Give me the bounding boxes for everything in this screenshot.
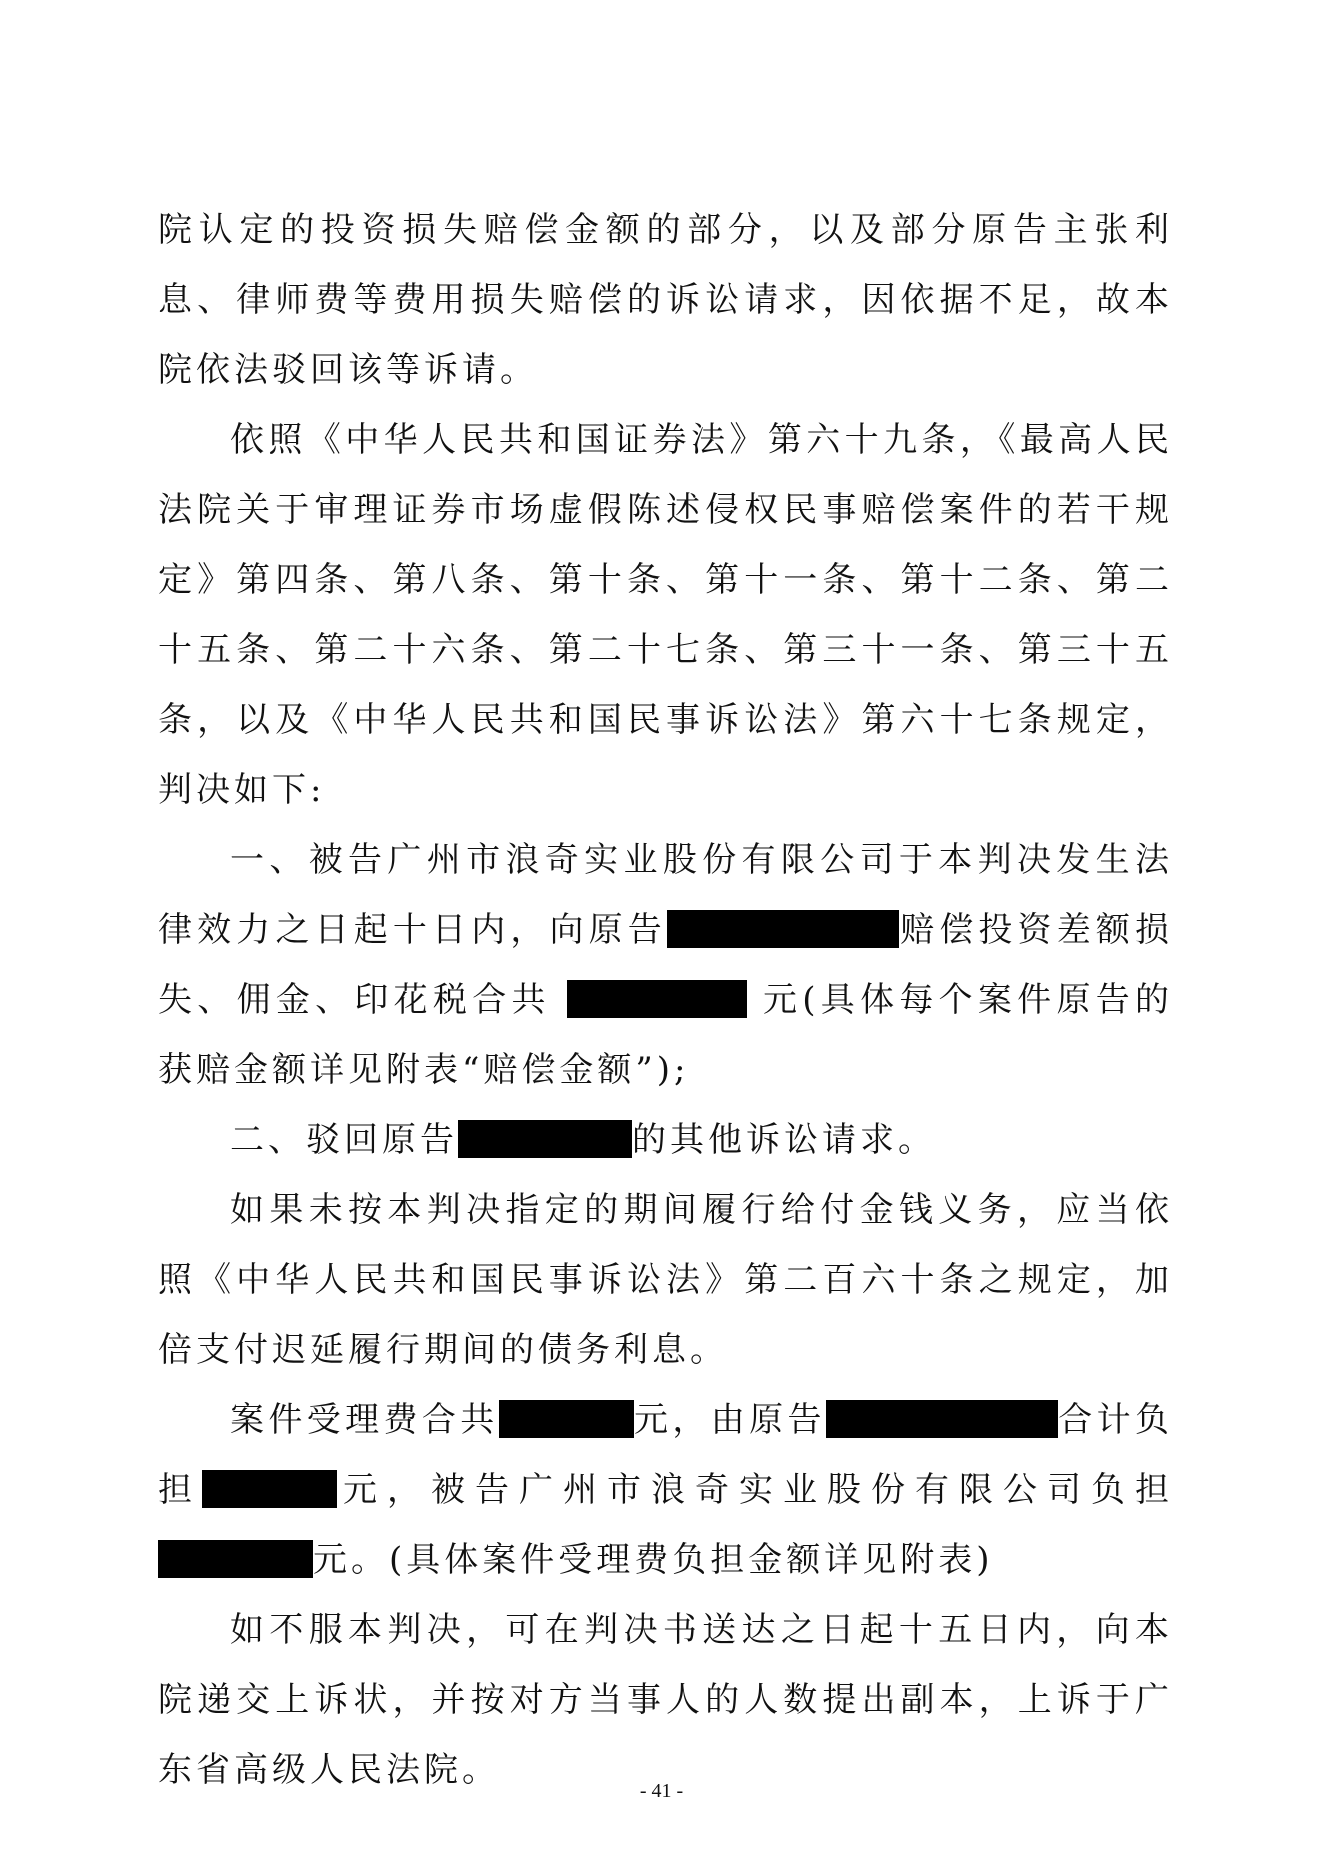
redaction-block	[158, 1540, 313, 1578]
judgment-2-text-b: 的其他诉讼请求。	[632, 1120, 936, 1160]
page-number: - 41 -	[639, 1780, 684, 1802]
paragraph-case-fee	[158, 1385, 1173, 1595]
judgment-1-text-c: 元(具体每个案件原告的获赔金额详见附表“赔偿金额”);	[158, 980, 1174, 1090]
paragraph-appeal: 如不服本判决，可在判决书送达之日起十五日内，向本院递交上诉状，并按对方当事人的人数提出副本，上诉于广东省高级人民法院。	[158, 1610, 1173, 1790]
redaction-block	[499, 1400, 634, 1438]
judgment-1-text-a: 一、被告广州市浪奇实业股份有限公司于本判决发生法律效力之日起十日内，向原告	[158, 840, 1173, 950]
fee-text-e: 元。(具体案件受理费负担金额详见附表)	[313, 1540, 994, 1580]
paragraph-legal-basis: 依照《中华人民共和国证券法》第六十九条，《最高人民法院关于审理证券市场虚假陈述侵权民事赔偿案件的若干规定》第四条、第八条、第十条、第十一条、第十二条、第二十五条、第二十六条、第二十七条、第三十一条、第三十五条，以及《中华人民共和国民事诉讼法》第六十七条规定，判决如下:	[158, 420, 1173, 810]
fee-text-a: 案件受理费合共	[230, 1400, 499, 1440]
redaction-block	[567, 980, 747, 1018]
fee-text-d: 元，被告广州市浪奇实业股份有限公司负担	[337, 1470, 1173, 1510]
paragraph-judgment-item-2	[158, 1105, 1173, 1175]
paragraph-rejection: 院认定的投资损失赔偿金额的部分，以及部分原告主张利息、律师费等费用损失赔偿的诉讼请求，因依据不足，故本院依法驳回该等诉请。	[158, 210, 1173, 390]
fee-text-b: 元，由原告	[633, 1400, 826, 1440]
judgment-2-text-a: 二、驳回原告	[230, 1120, 458, 1160]
paragraph-delay-interest: 如果未按本判决指定的期间履行给付金钱义务，应当依照《中华人民共和国民事诉讼法》第二百六十条之规定，加倍支付迟延履行期间的债务利息。	[158, 1190, 1173, 1370]
judgment-1-text-b: 赔偿投资差额损失、佣金、印花税合共	[158, 910, 1174, 1020]
redaction-block	[458, 1120, 632, 1158]
redaction-block	[202, 1470, 337, 1508]
redaction-block	[826, 1400, 1058, 1438]
fee-text-c: 合计负担	[158, 1400, 1173, 1510]
document-page	[158, 195, 1173, 1805]
paragraph-judgment-item-1	[158, 825, 1173, 1105]
redaction-block	[667, 910, 899, 948]
